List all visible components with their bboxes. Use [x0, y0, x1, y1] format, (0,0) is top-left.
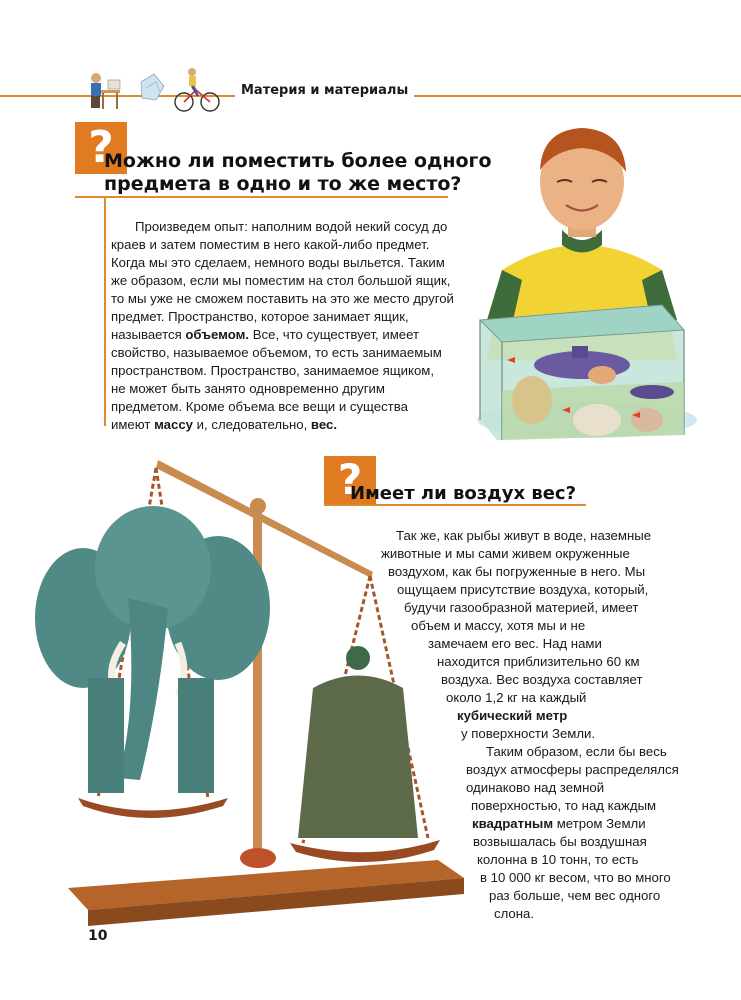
paragraph-line	[457, 707, 567, 725]
paragraph-line: Так же, как рыбы живут в воде, наземные	[396, 528, 652, 543]
paragraph-line: квадратным метром Земли	[472, 816, 646, 831]
paragraph-line: Произведем опыт: наполним водой некий сосуд до	[135, 219, 448, 234]
paragraph-line: у поверхности Земли.	[461, 726, 596, 741]
paragraph-line: животные и мы сами живем окруженные	[381, 546, 630, 561]
paragraph-line: Таким образом, если бы весь	[486, 744, 667, 759]
paragraph-line: краев и затем поместим в него какой-либо предмет.	[111, 237, 430, 252]
paragraph-line: воздуха. Вес воздуха составляет	[441, 672, 643, 687]
paragraph-line: колонна в 10 тонн, то есть	[477, 852, 639, 867]
paragraph-line: возвышалась бы воздушная	[473, 834, 647, 849]
paragraph-line: пространством. Пространство, занимаемое ящиком,	[111, 363, 435, 378]
section2-heading: Имеет ли воздух вес?	[350, 483, 577, 504]
paragraph-line: около 1,2 кг на каждый	[446, 690, 587, 705]
paragraph-line: воздух атмосферы распределялся	[466, 762, 679, 777]
paragraph-line: предметом. Кроме объема все вещи и существа	[111, 399, 408, 414]
paragraph-line: слона.	[494, 906, 535, 921]
paragraph-line: объем и массу, хотя мы и не	[411, 618, 586, 633]
paragraph-line: Когда мы это сделаем, немного воды выльется. Таким	[111, 255, 445, 270]
paragraph-line: находится приблизительно 60 км	[437, 654, 640, 669]
section1-heading	[104, 150, 492, 196]
term-weight: вес.	[310, 417, 338, 432]
paragraph-line: свойство, называемое объемом, то есть занимаемым	[111, 345, 442, 360]
section1-heading-line1: Можно ли поместить более одного	[104, 150, 492, 172]
page-number: 10	[88, 928, 108, 944]
boy-aquarium-illustration	[462, 120, 702, 450]
paragraph-line: называется объемом. Все, что существует, имеет	[111, 327, 420, 342]
section1-heading-rule	[75, 196, 448, 198]
header-illustration	[86, 62, 224, 114]
paragraph-line: предмет. Пространство, которое занимает ящик,	[111, 309, 409, 324]
paragraph-line: же образом, если мы поместим на стол большой ящик,	[111, 273, 451, 288]
section1-heading-line2: предмета в одно и то же место?	[104, 173, 462, 195]
section-title: Материя и материалы	[235, 83, 414, 98]
paragraph-line: воздухом, как бы погруженные в него. Мы	[388, 564, 646, 579]
term-square: квадратным	[472, 816, 554, 831]
question-mark-badge: ?	[324, 456, 376, 504]
paragraph-line: будучи газообразной материей, имеет	[404, 600, 639, 615]
paragraph-line: замечаем его вес. Над нами	[428, 636, 602, 651]
term-cubic-meter: кубический метр	[457, 708, 568, 723]
question-mark-badge: ?	[75, 122, 127, 174]
section1-side-rule	[104, 198, 106, 426]
paragraph-line: имеют массу и, следовательно, вес.	[111, 417, 338, 432]
paragraph-line: ощущаем присутствие воздуха, который,	[397, 582, 649, 597]
paragraph-line: не может быть занято одновременно другим	[111, 381, 385, 396]
paragraph-line: то мы уже не сможем поставить на это же место другой	[111, 291, 454, 306]
paragraph-line: одинаково над земной	[466, 780, 605, 795]
paragraph-line: раз больше, чем вес одного	[489, 888, 661, 903]
paragraph-line: поверхностью, то над каждым	[471, 798, 657, 813]
paragraph-line: в 10 000 кг весом, что во много	[480, 870, 671, 885]
term-volume: объемом.	[185, 327, 250, 342]
term-mass: массу	[154, 417, 193, 432]
section1-body	[111, 218, 454, 434]
scale-elephant-illustration	[28, 448, 468, 930]
